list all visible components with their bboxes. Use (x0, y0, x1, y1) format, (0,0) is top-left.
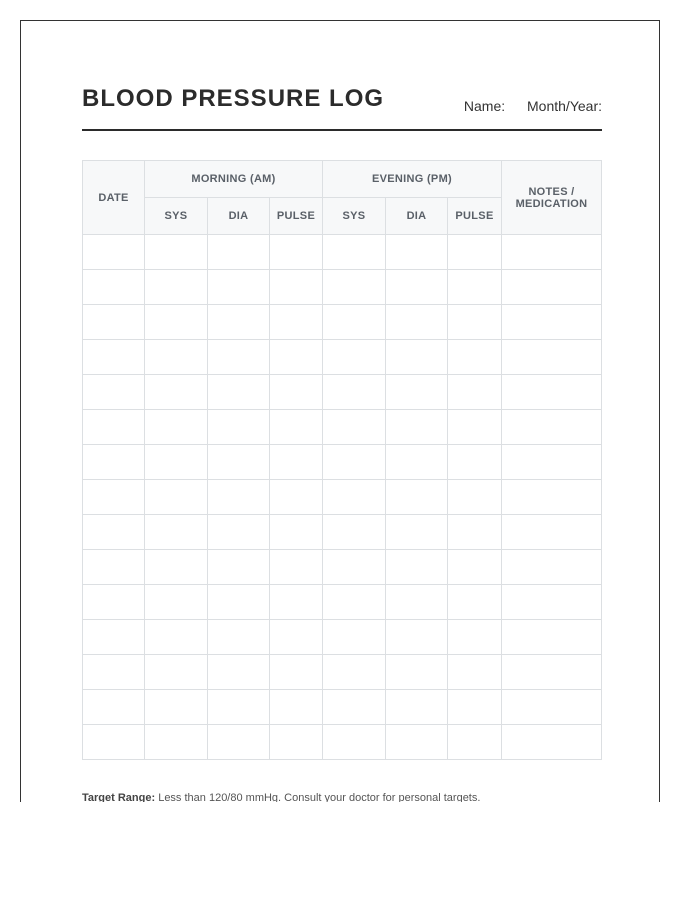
notes-cell[interactable] (502, 305, 602, 340)
morning-dia-header: DIA (208, 198, 270, 235)
morning-dia-cell[interactable] (208, 550, 270, 585)
table-row (83, 655, 602, 690)
evening-sys-cell[interactable] (323, 655, 386, 690)
morning-sys-cell[interactable] (145, 235, 208, 270)
morning-sys-header: SYS (145, 198, 208, 235)
notes-cell[interactable] (502, 235, 602, 270)
table-row (83, 480, 602, 515)
evening-sys-cell[interactable] (323, 305, 386, 340)
evening-pulse-cell[interactable] (448, 270, 502, 305)
evening-dia-cell[interactable] (386, 620, 448, 655)
date-cell[interactable] (83, 235, 145, 270)
morning-sys-cell[interactable] (145, 305, 208, 340)
table-row (83, 235, 602, 270)
evening-pulse-cell[interactable] (448, 690, 502, 725)
evening-dia-header: DIA (386, 198, 448, 235)
evening-sys-cell[interactable] (323, 690, 386, 725)
page-header (82, 83, 602, 131)
morning-sys-cell[interactable] (145, 480, 208, 515)
date-cell[interactable] (83, 550, 145, 585)
morning-sys-cell[interactable] (145, 585, 208, 620)
notes-cell[interactable] (502, 445, 602, 480)
morning-pulse-cell[interactable] (270, 445, 323, 480)
evening-pulse-cell[interactable] (448, 340, 502, 375)
date-cell[interactable] (83, 725, 145, 760)
evening-dia-cell[interactable] (386, 690, 448, 725)
date-cell[interactable] (83, 445, 145, 480)
evening-dia-cell[interactable] (386, 515, 448, 550)
evening-sys-cell[interactable] (323, 270, 386, 305)
date-cell[interactable] (83, 480, 145, 515)
morning-sys-cell[interactable] (145, 340, 208, 375)
evening-sys-header: SYS (323, 198, 386, 235)
evening-dia-cell[interactable] (386, 725, 448, 760)
morning-pulse-cell[interactable] (270, 270, 323, 305)
morning-sys-cell[interactable] (145, 690, 208, 725)
evening-dia-cell[interactable] (386, 410, 448, 445)
morning-dia-cell[interactable] (208, 480, 270, 515)
target-range-text: Less than 120/80 mmHg. Consult your doctor for personal targets. (155, 792, 481, 802)
evening-pulse-cell[interactable] (448, 305, 502, 340)
evening-dia-cell[interactable] (386, 550, 448, 585)
evening-pulse-cell[interactable] (448, 410, 502, 445)
evening-dia-cell[interactable] (386, 585, 448, 620)
date-cell[interactable] (83, 410, 145, 445)
evening-pulse-header: PULSE (448, 198, 502, 235)
evening-pulse-cell[interactable] (448, 235, 502, 270)
morning-sys-cell[interactable] (145, 270, 208, 305)
morning-sys-cell[interactable] (145, 550, 208, 585)
table-row (83, 410, 602, 445)
morning-sys-cell[interactable] (145, 445, 208, 480)
morning-sys-cell[interactable] (145, 655, 208, 690)
evening-header: EVENING (PM) (323, 161, 502, 198)
morning-dia-cell[interactable] (208, 690, 270, 725)
evening-dia-cell[interactable] (386, 270, 448, 305)
evening-pulse-cell[interactable] (448, 585, 502, 620)
morning-dia-cell[interactable] (208, 235, 270, 270)
name-field-label[interactable]: Name: (463, 98, 506, 114)
table-row (83, 270, 602, 305)
evening-pulse-cell[interactable] (448, 445, 502, 480)
log-body (83, 235, 602, 760)
evening-sys-cell[interactable] (323, 515, 386, 550)
notes-cell[interactable] (502, 690, 602, 725)
morning-pulse-cell[interactable] (270, 235, 323, 270)
morning-dia-cell[interactable] (208, 620, 270, 655)
notes-cell[interactable] (502, 340, 602, 375)
morning-pulse-cell[interactable] (270, 725, 323, 760)
morning-dia-cell[interactable] (208, 445, 270, 480)
page-title: BLOOD PRESSURE LOG (82, 85, 385, 112)
header-fields (446, 98, 602, 114)
evening-pulse-cell[interactable] (448, 375, 502, 410)
morning-dia-cell[interactable] (208, 340, 270, 375)
notes-cell[interactable] (502, 480, 602, 515)
morning-dia-cell[interactable] (208, 270, 270, 305)
evening-pulse-cell[interactable] (448, 515, 502, 550)
evening-sys-cell[interactable] (323, 550, 386, 585)
morning-sys-cell[interactable] (145, 410, 208, 445)
evening-sys-cell[interactable] (323, 410, 386, 445)
notes-medication-header: NOTES / MEDICATION (502, 161, 602, 235)
table-row (83, 620, 602, 655)
morning-sys-cell[interactable] (145, 725, 208, 760)
morning-sys-cell[interactable] (145, 515, 208, 550)
morning-header: MORNING (AM) (145, 161, 323, 198)
table-row (83, 725, 602, 760)
morning-pulse-cell[interactable] (270, 305, 323, 340)
table-row (83, 515, 602, 550)
evening-dia-cell[interactable] (386, 445, 448, 480)
morning-pulse-cell[interactable] (270, 655, 323, 690)
month-year-field-label[interactable]: Month/Year: (527, 98, 602, 114)
evening-sys-cell[interactable] (323, 340, 386, 375)
morning-pulse-cell[interactable] (270, 620, 323, 655)
morning-dia-cell[interactable] (208, 515, 270, 550)
date-cell[interactable] (83, 620, 145, 655)
date-cell[interactable] (83, 655, 145, 690)
morning-pulse-cell[interactable] (270, 550, 323, 585)
date-cell[interactable] (83, 585, 145, 620)
evening-dia-cell[interactable] (386, 305, 448, 340)
notes-cell[interactable] (502, 375, 602, 410)
notes-cell[interactable] (502, 655, 602, 690)
evening-pulse-cell[interactable] (448, 655, 502, 690)
evening-sys-cell[interactable] (323, 725, 386, 760)
morning-sys-cell[interactable] (145, 375, 208, 410)
table-row (83, 550, 602, 585)
evening-sys-cell[interactable] (323, 375, 386, 410)
date-cell[interactable] (83, 690, 145, 725)
notes-cell[interactable] (502, 410, 602, 445)
morning-dia-cell[interactable] (208, 655, 270, 690)
morning-sys-cell[interactable] (145, 620, 208, 655)
notes-cell[interactable] (502, 585, 602, 620)
evening-sys-cell[interactable] (323, 480, 386, 515)
morning-pulse-cell[interactable] (270, 480, 323, 515)
date-cell[interactable] (83, 340, 145, 375)
evening-pulse-cell[interactable] (448, 725, 502, 760)
evening-sys-cell[interactable] (323, 445, 386, 480)
morning-dia-cell[interactable] (208, 585, 270, 620)
table-row (83, 585, 602, 620)
evening-pulse-cell[interactable] (448, 550, 502, 585)
evening-sys-cell[interactable] (323, 235, 386, 270)
date-cell[interactable] (83, 515, 145, 550)
morning-dia-cell[interactable] (208, 375, 270, 410)
evening-dia-cell[interactable] (386, 235, 448, 270)
morning-pulse-header: PULSE (270, 198, 323, 235)
date-cell[interactable] (83, 375, 145, 410)
blood-pressure-table (82, 160, 602, 760)
morning-pulse-cell[interactable] (270, 375, 323, 410)
morning-pulse-cell[interactable] (270, 340, 323, 375)
evening-dia-cell[interactable] (386, 340, 448, 375)
morning-pulse-cell[interactable] (270, 585, 323, 620)
evening-pulse-cell[interactable] (448, 620, 502, 655)
morning-pulse-cell[interactable] (270, 690, 323, 725)
notes-cell[interactable] (502, 725, 602, 760)
morning-dia-cell[interactable] (208, 305, 270, 340)
evening-sys-cell[interactable] (323, 585, 386, 620)
table-row (83, 340, 602, 375)
evening-dia-cell[interactable] (386, 375, 448, 410)
morning-dia-cell[interactable] (208, 410, 270, 445)
table-row (83, 690, 602, 725)
morning-pulse-cell[interactable] (270, 515, 323, 550)
target-range-label: Target Range: (82, 792, 156, 802)
date-header: DATE (83, 161, 145, 235)
notes-cell[interactable] (502, 270, 602, 305)
notes-cell[interactable] (502, 620, 602, 655)
evening-dia-cell[interactable] (386, 480, 448, 515)
morning-dia-cell[interactable] (208, 725, 270, 760)
notes-cell[interactable] (502, 550, 602, 585)
date-cell[interactable] (83, 305, 145, 340)
evening-dia-cell[interactable] (386, 655, 448, 690)
target-range-note (82, 792, 480, 802)
log-page (20, 20, 660, 802)
morning-pulse-cell[interactable] (270, 410, 323, 445)
evening-pulse-cell[interactable] (448, 480, 502, 515)
notes-cell[interactable] (502, 515, 602, 550)
date-cell[interactable] (83, 270, 145, 305)
table-row (83, 445, 602, 480)
evening-sys-cell[interactable] (323, 620, 386, 655)
table-row (83, 375, 602, 410)
table-row (83, 305, 602, 340)
